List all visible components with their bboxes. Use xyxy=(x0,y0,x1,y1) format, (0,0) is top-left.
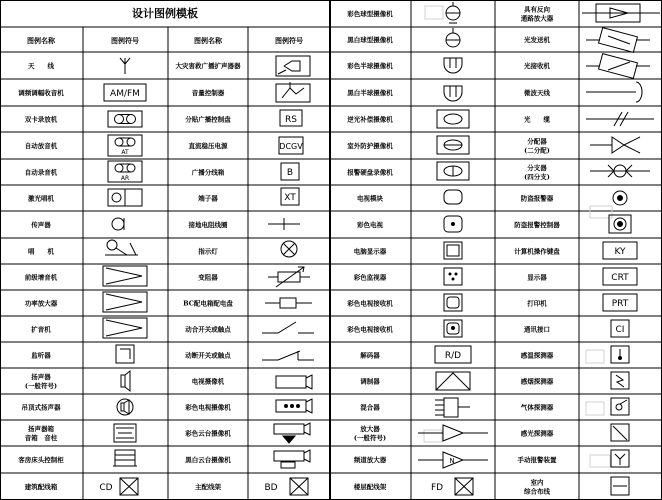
left-name-a-2: 双卡录放机 xyxy=(24,115,58,124)
left-name-b-6: 接地电阻线圈 xyxy=(188,221,228,229)
right-name-b2-6: (四分支) xyxy=(524,173,550,181)
outdoor-camera-icon xyxy=(437,136,469,154)
xt-label: XT xyxy=(284,193,296,203)
right-name-b-1: 光发送机 xyxy=(524,36,550,44)
left-name-a-14: 扬声器箱 xyxy=(28,425,54,433)
page-title: 设计图例模板 xyxy=(132,7,198,20)
floor-frame-icon xyxy=(455,478,473,495)
color-tv-receiver-icon xyxy=(444,320,462,337)
left-name-a-1: 调频调幅收音机 xyxy=(18,89,64,97)
right-name-a-4: 逆光补偿摄像机 xyxy=(347,115,393,124)
header-name-2: 图例名称 xyxy=(194,36,222,45)
row-labels xyxy=(18,5,560,496)
left-name-a-15: 客房床头控制柜 xyxy=(18,456,64,464)
right-name-a-6: 报警硬盘录像机 xyxy=(347,168,393,177)
left-name-b-15: 黑白云台摄像机 xyxy=(185,456,231,464)
left-name-a2-14: 音箱 音柱 xyxy=(24,434,58,442)
right-name-b-12: 通讯接口 xyxy=(524,325,550,334)
left-name-b-7: 指示灯 xyxy=(198,247,218,256)
splitter-icon xyxy=(590,137,640,153)
left-name-a-9: 功率放大器 xyxy=(24,299,58,308)
right-name-b-16: 感光探测器 xyxy=(520,429,554,438)
left-name-a-10: 扩音机 xyxy=(31,325,51,334)
right-name-a-14: 调制器 xyxy=(360,377,380,386)
right-name-b-11: 打印机 xyxy=(527,299,547,308)
left-name-b-12: 电视摄像机 xyxy=(191,377,225,386)
left-name-a-13: 吊顶式扬声器 xyxy=(21,403,61,412)
right-name-a-11: 彩色电视接收机 xyxy=(347,299,393,308)
right-name-a-9: 电脑显示器 xyxy=(353,247,387,256)
right-name-b-14: 感烟探测器 xyxy=(520,377,554,386)
right-name-a-17: 频道放大器 xyxy=(353,456,387,464)
backlight-camera-icon xyxy=(437,110,469,128)
right-name-b2-18: 综合布线 xyxy=(524,487,550,496)
left-name-a-5: 激光唱机 xyxy=(28,194,54,203)
ar-label: AR xyxy=(120,175,130,182)
computer-monitor-icon xyxy=(444,242,462,259)
right-name-b-6: 分支器 xyxy=(527,164,547,172)
rheostat-icon xyxy=(268,267,310,287)
left-name-a-11: 监听器 xyxy=(31,351,51,360)
microwave-antenna-icon xyxy=(586,82,642,102)
right-name-a-0: 彩色球型摄像机 xyxy=(347,10,393,18)
bd-label: BD xyxy=(264,483,278,493)
intrusion-detector-icon xyxy=(613,191,627,205)
bw-half-dome-camera-icon xyxy=(444,86,462,101)
cd-label: CD xyxy=(99,483,113,493)
bw-dome-camera-icon xyxy=(446,28,460,47)
volume-control-icon xyxy=(276,82,310,102)
right-name-a-15: 混合器 xyxy=(360,403,380,412)
left-name-b-5: 端子器 xyxy=(198,194,218,203)
fd-label: FD xyxy=(430,483,444,493)
manual-alarm-icon xyxy=(611,450,629,467)
n-label: N xyxy=(449,457,455,465)
am-fm-label: AM/FM xyxy=(110,89,140,99)
microphone-icon xyxy=(112,218,124,230)
right-name-b-7: 防盗报警器 xyxy=(520,194,554,203)
right-name-b-0: 具有反向 xyxy=(524,5,550,14)
right-name-a-12: 彩色电视接收机 xyxy=(347,325,393,334)
right-name-a-13: 解码器 xyxy=(360,351,380,360)
right-name-a-8: 彩色电视 xyxy=(357,221,383,229)
left-name-b-9: BC配电箱配电盘 xyxy=(183,299,233,308)
left-name-b-4: 广播分线箱 xyxy=(191,168,225,177)
bedside-control-icon xyxy=(113,450,137,466)
prt-label: PRT xyxy=(611,299,629,309)
dvr-icon xyxy=(437,162,469,180)
tap-icon xyxy=(590,165,650,177)
right-name-a-3: 黑白半球摄像机 xyxy=(347,89,393,97)
amplifier-general-icon xyxy=(418,425,488,441)
left-name-a-16: 建筑配线箱 xyxy=(24,483,58,491)
optical-receiver-icon xyxy=(586,54,650,79)
tv-receiver-icon xyxy=(444,294,462,311)
reverse-path-amplifier-icon xyxy=(582,4,660,22)
left-name-a-4: 自动录音机 xyxy=(24,168,58,177)
amplifier-icon xyxy=(103,318,147,338)
main-frame-icon xyxy=(290,478,308,495)
mixer-icon xyxy=(435,398,470,417)
left-name-b-10: 动合开关或触点 xyxy=(185,325,231,334)
left-name-a-0: 天 线 xyxy=(28,62,54,70)
left-name-a-6: 传声器 xyxy=(31,221,51,229)
ceiling-speaker-icon xyxy=(117,399,133,415)
right-name-b-15: 气体探测器 xyxy=(520,403,554,412)
color-ptz-camera-icon xyxy=(274,423,310,443)
double-cassette-icon xyxy=(108,111,142,127)
left-name-b-8: 变阻器 xyxy=(198,273,218,282)
at-label: AT xyxy=(121,149,129,156)
right-name-a-16: 放大器 xyxy=(360,425,380,433)
header-symbol-1: 图例符号 xyxy=(111,36,139,45)
cabling-icon xyxy=(611,477,629,495)
normally-open-switch-icon xyxy=(262,322,314,333)
distribution-frame-icon xyxy=(120,478,138,495)
right-name-b-4: 光 缆 xyxy=(524,115,550,124)
color-tv-icon xyxy=(444,216,462,232)
speaker-box-icon xyxy=(114,424,136,442)
left-name-b-11: 动断开关或触点 xyxy=(185,351,231,360)
cd-player-icon xyxy=(108,189,142,206)
right-name-a-2: 彩色半球摄像机 xyxy=(347,62,393,70)
half-dome-camera-icon xyxy=(444,58,462,73)
left-name-a-3: 自动放音机 xyxy=(24,142,58,150)
power-amplifier-icon xyxy=(103,292,147,312)
ky-label: KY xyxy=(614,247,626,257)
dcgv-label: DCGV xyxy=(279,142,303,151)
modulator-icon xyxy=(436,372,470,390)
right-name-b-9: 计算机操作键盘 xyxy=(514,247,560,256)
loudspeaker-icon xyxy=(121,371,130,391)
right-name-a-18: 楼层配线架 xyxy=(353,483,387,491)
right-name-b2-0: 通路放大器 xyxy=(520,14,554,23)
right-name-b-18: 室内 xyxy=(530,478,544,487)
left-name-b-3: 直流稳压电源 xyxy=(188,142,228,150)
gas-detector-icon xyxy=(611,398,629,415)
smoke-detector-icon xyxy=(611,372,629,389)
left-name-a-8: 前级增音机 xyxy=(24,273,58,282)
right-name-a-1: 黑白球型摄像机 xyxy=(347,36,393,44)
right-name-a-10: 彩色监视器 xyxy=(353,273,387,282)
optical-cable-icon xyxy=(586,112,654,126)
ci-label: CI xyxy=(615,325,625,335)
left-name-a2-12: (一般符号) xyxy=(24,382,58,390)
light-detector-icon xyxy=(611,424,629,441)
tv-camera-icon xyxy=(276,375,312,389)
right-name-b-10: 显示器 xyxy=(527,273,547,282)
left-name-b-1: 音量控制器 xyxy=(191,89,225,97)
right-name-b-5: 分配器 xyxy=(527,137,547,146)
right-name-b-3: 微波天线 xyxy=(524,89,550,97)
table-header xyxy=(27,36,303,45)
left-name-b-14: 彩色云台摄像机 xyxy=(185,429,231,438)
header-name-1: 图例名称 xyxy=(27,36,55,45)
dome-camera-icon xyxy=(446,2,460,23)
left-name-b-0: 大灾害救广播扩声器器 xyxy=(175,62,241,70)
right-name-a-7: 电视模块 xyxy=(357,194,383,203)
normally-closed-switch-icon xyxy=(262,351,314,360)
right-name-b-8: 防盗报警控制器 xyxy=(514,221,560,229)
left-name-a-12: 扬声器 xyxy=(31,373,51,381)
left-name-a-7: 唱 机 xyxy=(28,247,54,256)
heat-detector-icon xyxy=(611,346,629,363)
antenna-icon xyxy=(120,58,130,74)
distribution-board-icon xyxy=(265,298,312,308)
color-camera-icon xyxy=(276,399,312,413)
rd-label: R/D xyxy=(444,351,462,361)
optical-transmitter-icon xyxy=(586,28,650,53)
color-monitor-icon xyxy=(444,268,462,285)
rs-label: RS xyxy=(285,115,297,125)
horn-speaker-icon xyxy=(276,56,310,76)
preamplifier-icon xyxy=(103,266,147,286)
indicator-lamp-icon xyxy=(281,241,297,257)
turntable-icon xyxy=(105,240,138,255)
left-name-b-13: 彩色电视摄像机 xyxy=(185,403,231,412)
crt-label: CRT xyxy=(611,273,629,283)
left-name-b-2: 分贴广播控制盘 xyxy=(185,115,231,124)
right-name-a-5: 室外防护摄像机 xyxy=(347,142,393,150)
b-label: B xyxy=(286,168,294,178)
bw-ptz-camera-icon xyxy=(274,450,310,468)
right-name-b2-5: (二分配) xyxy=(524,146,550,155)
right-name-a2-16: (一般符号) xyxy=(353,434,387,442)
tv-module-icon xyxy=(444,190,462,204)
ground-coil-icon xyxy=(268,218,300,230)
right-name-b-17: 手动报警装置 xyxy=(517,456,557,464)
header-symbol-2: 图例符号 xyxy=(275,36,303,45)
left-name-b-16: 主配线架 xyxy=(195,483,221,491)
right-name-b-2: 光接收机 xyxy=(524,62,550,70)
monitor-speaker-icon xyxy=(116,345,134,363)
right-name-b-13: 感温探测器 xyxy=(520,351,554,360)
